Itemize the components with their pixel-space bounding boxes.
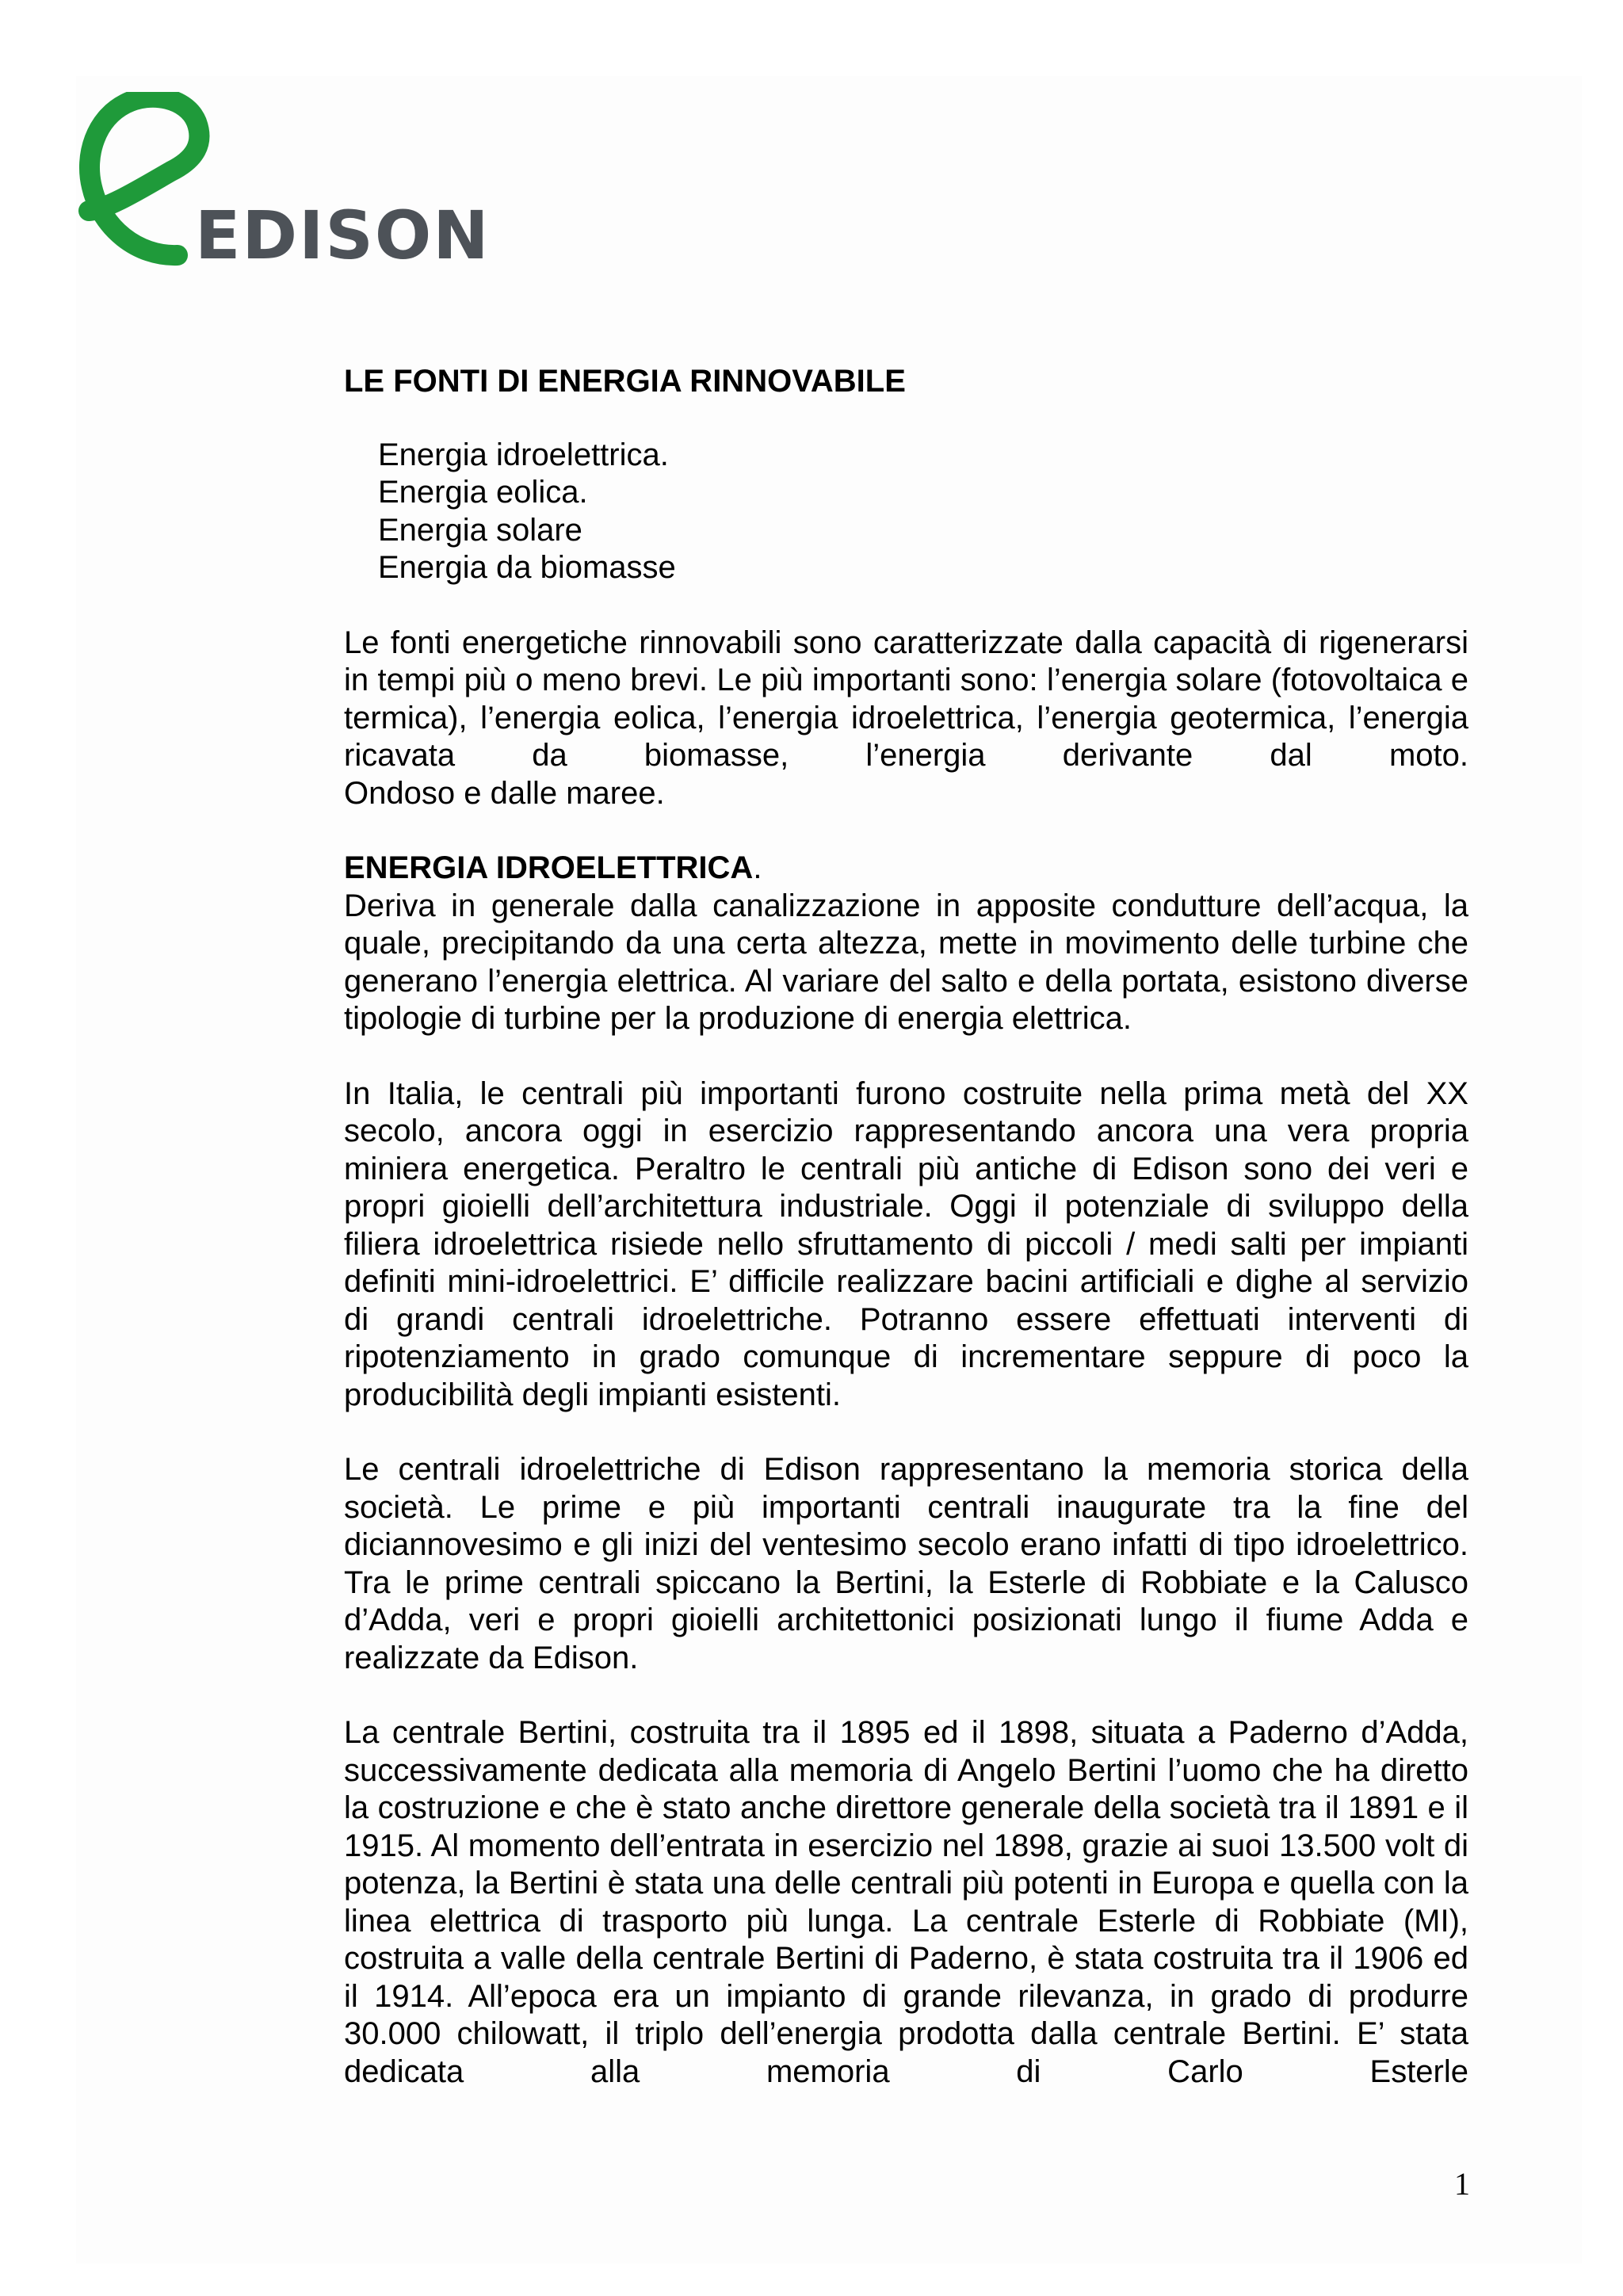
energy-list xyxy=(344,437,1468,587)
list-item: Energia eolica. xyxy=(378,475,588,510)
intro-paragraph-end: Ondoso e dalle maree. xyxy=(344,775,665,811)
page-number: 1 xyxy=(1454,2166,1470,2202)
document-title: LE FONTI DI ENERGIA RINNOVABILE xyxy=(344,364,906,399)
intro-paragraph: Le fonti energetiche rinnovabili sono caratterizzate dalla capacità di rigenerarsi in tempi più o meno brevi. Le più importanti sono: l’energia solare (fotovoltaica e termica), l’energia eolica, l’energia idroelettrica, l’energia geotermica, l’energia ricavata da biomasse, l’energia derivante dal moto. xyxy=(344,625,1468,773)
paragraph: Le centrali idroelettriche di Edison rappresentano la memoria storica della società. Le prime e più importanti centrali inaugurate tra la fine del diciannovesimo e gli inizi del ventesimo secolo erano infatti di tipo idroelettrico. Tra le prime centrali spiccano la Bertini, la Esterle di Robbiate e la Calusco d’Adda, veri e propri gioielli architettonici posizionati lungo il fiume Adda e realizzate da Edison. xyxy=(344,1452,1468,1675)
list-item: Energia solare xyxy=(378,512,582,548)
paragraph: In Italia, le centrali più importanti furono costruite nella prima metà del XX secolo, ancora oggi in esercizio rappresentando ancora una vera propria miniera energetica. Peraltro le centrali più antiche di Edison sono dei veri e propri gioielli dell’architettura industriale. Oggi il potenziale di sviluppo della filiera idroelettrica risiede nello sfruttamento di piccoli / medi salti per impianti definiti mini-idroelettrici. E’ difficile realizzare bacini artificiali e dighe al servizio di grandi centrali idroelettriche. Potranno essere effettuati interventi di ripotenziamento in grado comunque di incrementare seppure di poco la producibilità degli impianti esistenti. xyxy=(344,1075,1468,1412)
paragraph: La centrale Bertini, costruita tra il 1895 ed il 1898, situata a Paderno d’Adda, successivamente dedicata alla memoria di Angelo Bertini l’uomo che ha diretto la costruzione e che è stato anche direttore generale della società tra il 1891 e il 1915. Al momento dell’entrata in esercizio nel 1898, grazie ai suoi 13.500 volt di potenza, la Bertini è stata una delle centrali più potenti in Europa e quella con la linea elettrica di trasporto più lunga. La centrale Esterle di Robbiate (MI), costruita a valle della centrale Bertini di Paderno, è stata costruita tra il 1906 ed il 1914. All’epoca era un impianto di grande rilevanza, in grado di produrre 30.000 chilowatt, il triplo dell’energia prodotta dalla centrale Bertini. E’ stata dedicata alla memoria di Carlo Esterle xyxy=(344,1715,1468,2089)
section-heading xyxy=(344,850,1468,888)
paragraph: Deriva in generale dalla canalizzazione in apposite condutture dell’acqua, la quale, precipitando da una certa altezza, mette in movimento delle turbine che generano l’energia elettrica. Al variare del salto e della portata, esistono diverse tipologie di turbine per la produzione di energia elettrica. xyxy=(344,888,1468,1036)
section-heading-period: . xyxy=(753,850,762,885)
list-item: Energia da biomasse xyxy=(378,550,676,585)
section-heading-text: ENERGIA IDROELETTRICA xyxy=(344,850,754,885)
list-item: Energia idroelettrica. xyxy=(378,437,669,472)
edison-logo-mark-icon xyxy=(76,92,504,290)
edison-wordmark: EDISON xyxy=(195,197,491,274)
document-body xyxy=(344,363,1468,2091)
edison-logo xyxy=(76,92,504,290)
